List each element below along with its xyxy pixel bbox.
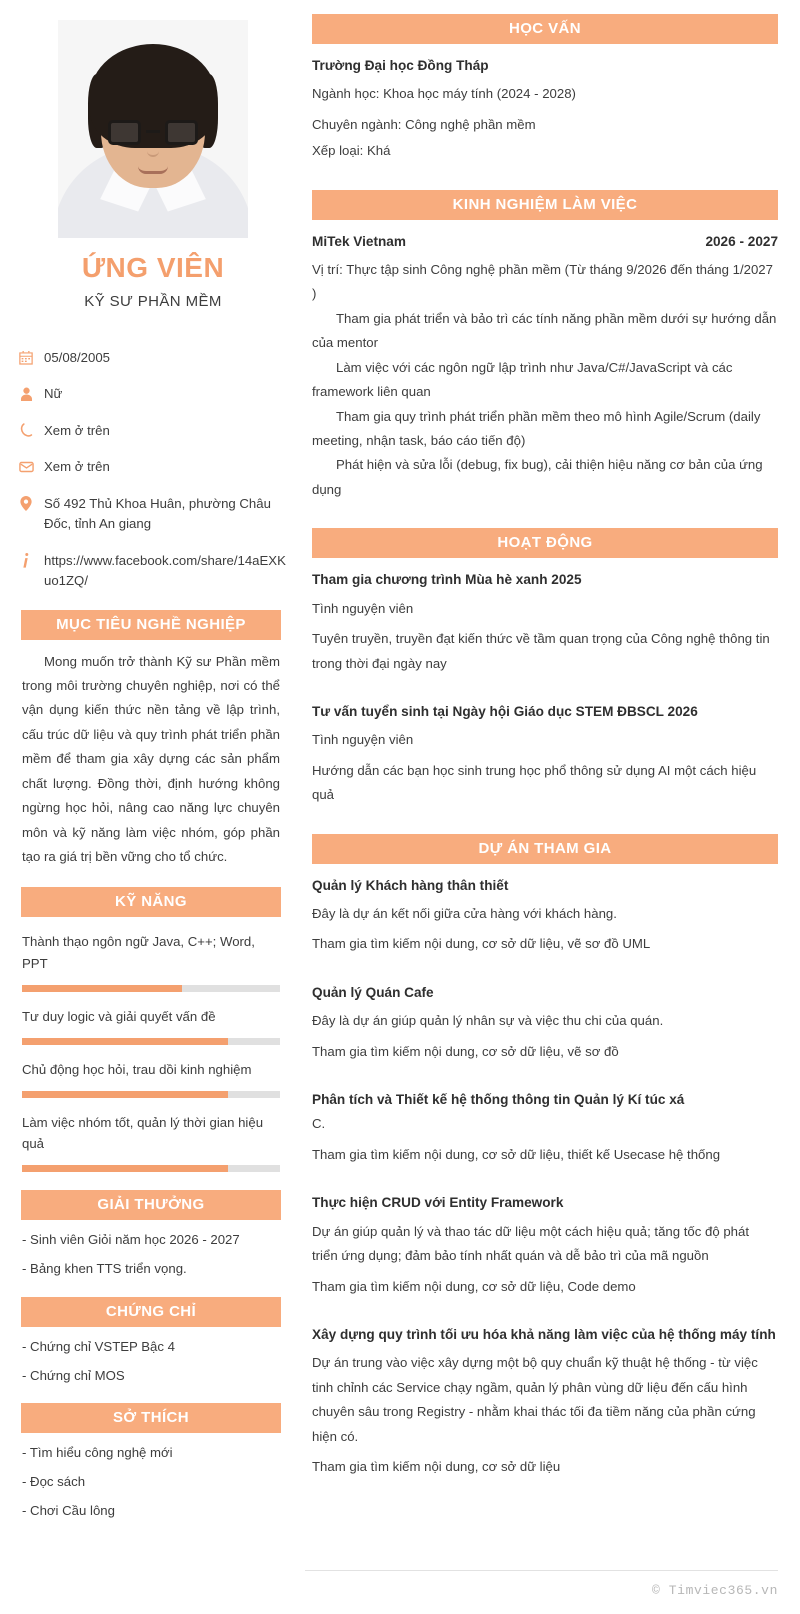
project-description: Đây là dự án giúp quản lý nhân sự và việc thu chi của quán. — [312, 1013, 664, 1029]
section-heading-objective: MỤC TIÊU NGHỀ NGHIỆP — [21, 610, 281, 640]
contact-list — [18, 348, 288, 592]
experience-company: MiTek Vietnam — [312, 233, 406, 249]
hobby-item: - Chơi Cầu lông — [22, 1502, 115, 1518]
education-classification: Xếp loại: Khá — [312, 143, 391, 159]
experience-header — [312, 232, 778, 252]
contact-item-phone — [18, 421, 288, 441]
project-title: Phân tích và Thiết kế hệ thống thông tin Quản lý Kí túc xá — [312, 1092, 685, 1108]
skill-progress-bar — [22, 985, 280, 992]
certificate-item: - Chứng chỉ VSTEP Bậc 4 — [22, 1338, 175, 1354]
contact-item-birthdate — [18, 348, 288, 368]
activity-block — [312, 570, 778, 676]
skill-progress-fill — [22, 1165, 228, 1172]
award-item: - Sinh viên Giỏi năm học 2026 - 2027 — [22, 1232, 240, 1248]
skill-item — [18, 1059, 288, 1098]
main-content — [302, 0, 800, 1529]
contact-item-email — [18, 457, 288, 477]
section-heading-projects: DỰ ÁN THAM GIA — [312, 834, 778, 864]
project-block — [312, 983, 778, 1064]
skill-item — [18, 1112, 288, 1173]
skill-progress-bar — [22, 1038, 280, 1045]
calendar-icon — [18, 349, 34, 366]
contact-item-gender — [18, 384, 288, 404]
contact-value: Xem ở trên — [44, 459, 110, 475]
activity-role: Tình nguyện viên — [312, 732, 414, 748]
contact-value[interactable]: https://www.facebook.com/share/14aEXKuo1ZQ/ — [44, 552, 286, 589]
project-title: Xây dựng quy trình tối ưu hóa khả năng làm việc của hệ thống máy tính — [312, 1326, 776, 1342]
hobby-item: - Tìm hiểu công nghệ mới — [22, 1445, 173, 1461]
skill-progress-bar — [22, 1165, 280, 1172]
project-title: Quản lý Quán Cafe — [312, 984, 434, 1000]
portrait-photo — [58, 20, 248, 238]
section-heading-activities: HOẠT ĐỘNG — [312, 528, 778, 558]
skill-label: Làm việc nhóm tốt, quản lý thời gian hiệu quả — [22, 1114, 264, 1152]
award-item: - Bảng khen TTS triển vọng. — [22, 1260, 187, 1276]
education-major: Ngành học: Khoa học máy tính (2024 - 2028) — [312, 86, 576, 102]
section-heading-experience: KINH NGHIỆM LÀM VIỆC — [312, 190, 778, 220]
project-description: Dự án trung vào việc xây dựng một bộ quy chuẩn kỹ thuật hệ thống - từ việc tinh chỉnh các Service chạy ngầm, quản lý phân vùng dữ liệu đến cấu hình chuyên sâu trong Registry - nhằm khai thác tối đa tiềm năng của phần cứng hiện có. — [312, 1355, 758, 1444]
certificates-list — [18, 1337, 288, 1386]
photo-container — [18, 14, 288, 238]
activity-block — [312, 702, 778, 808]
experience-position: Vị trí: Thực tập sinh Công nghệ phần mềm (Từ tháng 9/2026 đến tháng 1/2027 ) — [312, 262, 773, 302]
section-heading-awards: GIẢI THƯỞNG — [21, 1190, 281, 1220]
skill-item — [18, 1006, 288, 1045]
education-block — [312, 56, 778, 164]
project-description: Dự án giúp quản lý và thao tác dữ liệu một cách hiệu quả; tăng tốc độ phát triển ứng dụng; đảm bảo tính nhất quán và dễ bảo trì của mã nguồn — [312, 1223, 750, 1264]
project-description: Đây là dự án kết nối giữa cửa hàng với khách hàng. — [312, 905, 617, 921]
activity-title: Tư vấn tuyển sinh tại Ngày hội Giáo dục STEM ĐBSCL 2026 — [312, 703, 698, 719]
contact-item-link[interactable] — [18, 551, 288, 592]
contact-value: 05/08/2005 — [44, 350, 111, 365]
experience-bullet: Tham gia phát triển và bảo trì các tính năng phần mềm dưới sự hướng dẫn của mentor — [312, 310, 777, 351]
certificate-item: - Chứng chỉ MOS — [22, 1367, 125, 1383]
contact-value: Số 492 Thủ Khoa Huân, phường Châu Đốc, tỉnh An giang — [44, 495, 271, 532]
project-block — [312, 1090, 778, 1167]
project-role: Tham gia tìm kiếm nội dung, cơ sở dữ liệu, Code demo — [312, 1278, 636, 1294]
activity-description: Tuyên truyền, truyền đạt kiến thức về tầm quan trọng của Công nghệ thông tin trong thời đại ngày nay — [312, 631, 770, 671]
candidate-name: ỨNG VIÊN — [81, 252, 225, 283]
project-block — [312, 876, 778, 957]
location-pin-icon — [18, 495, 34, 512]
project-title: Quản lý Khách hàng thân thiết — [312, 877, 509, 893]
project-block — [312, 1193, 778, 1299]
project-role: Tham gia tìm kiếm nội dung, cơ sở dữ liệu, vẽ sơ đồ — [312, 1043, 619, 1059]
skill-progress-fill — [22, 1091, 228, 1098]
experience-block — [312, 232, 778, 503]
activity-description: Hướng dẫn các bạn học sinh trung học phổ thông sử dụng AI một cách hiệu quả — [312, 762, 757, 803]
skill-progress-bar — [22, 1091, 280, 1098]
person-icon — [18, 385, 34, 402]
experience-bullet: Làm việc với các ngôn ngữ lập trình như Java/C#/JavaScript và các framework liên quan — [312, 359, 733, 400]
experience-bullet: Tham gia quy trình phát triển phần mềm theo mô hình Agile/Scrum (daily meeting, nhận task, báo cáo tiến độ) — [312, 408, 761, 448]
footer-credit: © Timviec365.vn — [305, 1570, 778, 1598]
skill-progress-fill — [22, 985, 182, 992]
info-icon — [18, 552, 34, 569]
candidate-job-title: KỸ SƯ PHẦN MỀM — [84, 293, 222, 310]
hobbies-list — [18, 1443, 288, 1520]
activity-role: Tình nguyện viên — [312, 600, 414, 616]
section-heading-hobbies: SỞ THÍCH — [21, 1403, 281, 1433]
education-specialization: Chuyên ngành: Công nghệ phần mềm — [312, 116, 536, 132]
skill-progress-fill — [22, 1038, 228, 1045]
career-objective-text: Mong muốn trở thành Kỹ sư Phần mềm trong môi trường chuyên nghiệp, nơi có thể vận dụng kiến thức nền tảng về lập trình, cấu trúc dữ liệu và quy trình phát triển phần mềm để tham gia xây dựng các sản phẩm chất lượng. Đồng thời, định hướng không ngừng học hỏi, nâng cao năng lực chuyên môn và kỹ năng làm việc nhóm, góp phần tạo ra giá trị bền vững cho tổ chức. — [22, 653, 280, 864]
project-role: Tham gia tìm kiếm nội dung, cơ sở dữ liệu, thiết kế Usecase hệ thống — [312, 1146, 721, 1162]
section-heading-skills: KỸ NĂNG — [21, 887, 281, 917]
experience-date: 2026 - 2027 — [705, 233, 778, 249]
experience-bullet: Phát hiện và sửa lỗi (debug, fix bug), cải thiện hiệu năng cơ bản của ứng dụng — [312, 457, 763, 497]
skill-label: Tư duy logic và giải quyết vấn đề — [22, 1008, 216, 1024]
project-role: Tham gia tìm kiếm nội dung, cơ sở dữ liệu — [312, 1459, 561, 1475]
phone-icon — [18, 422, 34, 439]
section-heading-certificates: CHỨNG CHỈ — [21, 1297, 281, 1327]
skill-label: Thành thạo ngôn ngữ Java, C++; Word, PPT — [22, 934, 255, 972]
envelope-icon — [18, 458, 34, 475]
project-title: Thực hiện CRUD với Entity Framework — [312, 1195, 564, 1211]
hobby-item: - Đọc sách — [22, 1474, 86, 1490]
contact-value: Nữ — [44, 386, 63, 402]
project-block — [312, 1325, 778, 1480]
skills-list — [18, 931, 288, 1172]
education-school: Trường Đại học Đồng Tháp — [312, 58, 489, 73]
project-description: C. — [312, 1116, 326, 1132]
project-role: Tham gia tìm kiếm nội dung, cơ sở dữ liệu, vẽ sơ đồ UML — [312, 936, 651, 952]
section-heading-education: HỌC VẤN — [312, 14, 778, 44]
skill-item — [18, 931, 288, 992]
skill-label: Chủ động học hỏi, trau dồi kinh nghiệm — [22, 1061, 252, 1077]
activity-title: Tham gia chương trình Mùa hè xanh 2025 — [312, 572, 582, 588]
contact-item-address — [18, 494, 288, 535]
contact-value: Xem ở trên — [44, 422, 110, 438]
awards-list — [18, 1230, 288, 1279]
sidebar — [0, 0, 302, 1530]
